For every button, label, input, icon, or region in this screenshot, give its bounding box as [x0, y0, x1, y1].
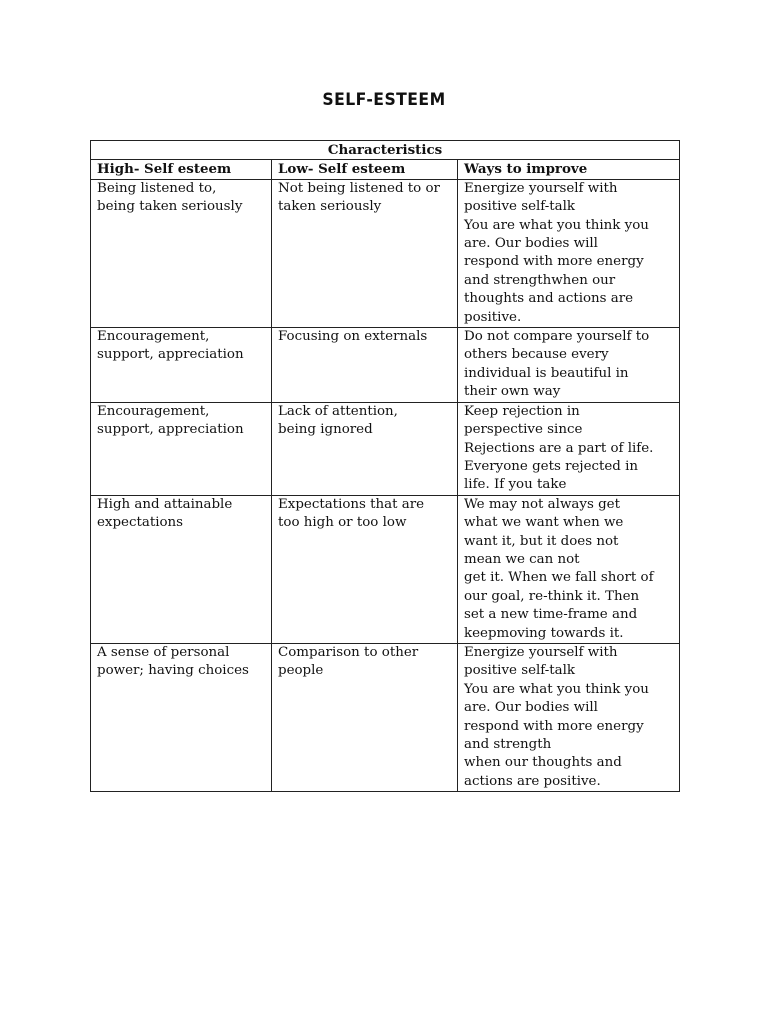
- cell-high-self-esteem: [91, 402, 272, 495]
- cell-text-line: want it, but it does not: [464, 533, 619, 549]
- cell-text-line: You are what you think you: [464, 217, 649, 233]
- cell-text-line: mean we can not: [464, 551, 580, 567]
- cell-text-line: respond with more energy: [464, 718, 644, 734]
- cell-text-line: keepmoving towards it.: [464, 625, 624, 641]
- column-header-improve: Ways to improve: [458, 160, 680, 179]
- table-row: [91, 328, 680, 403]
- cell-text-line: are. Our bodies will: [464, 236, 598, 252]
- cell-text-line: High and attainable: [97, 496, 233, 512]
- cell-ways-to-improve: [458, 179, 680, 327]
- table-row: [91, 402, 680, 495]
- cell-text-line: their own way: [464, 384, 561, 400]
- cell-text-line: Not being listened to or: [278, 180, 440, 196]
- table-row: [91, 643, 680, 791]
- cell-high-self-esteem: [91, 643, 272, 791]
- cell-text-line: Do not compare yourself to: [464, 329, 650, 345]
- cell-high-self-esteem: [91, 495, 272, 643]
- cell-text-line: when our thoughts and: [464, 755, 622, 771]
- cell-text-line: support, appreciation: [97, 422, 244, 438]
- table-row: [91, 495, 680, 643]
- table-body: [91, 179, 680, 791]
- cell-text-line: positive self-talk: [464, 663, 576, 679]
- cell-low-self-esteem: [272, 643, 458, 791]
- cell-text-line: actions are positive.: [464, 773, 601, 789]
- cell-text-line: support, appreciation: [97, 347, 244, 363]
- cell-text-line: Lack of attention,: [278, 403, 398, 419]
- cell-low-self-esteem: [272, 402, 458, 495]
- page-title: SELF-ESTEEM: [322, 90, 446, 110]
- column-header-low: Low- Self esteem: [272, 160, 458, 179]
- table-banner-row: [91, 141, 680, 160]
- characteristics-table: [90, 140, 680, 792]
- cell-text-line: Expectations that are: [278, 496, 425, 512]
- table-banner: Characteristics: [91, 141, 680, 160]
- cell-text-line: and strength: [464, 737, 552, 752]
- cell-text-line: taken seriously: [278, 199, 382, 215]
- cell-ways-to-improve: [458, 643, 680, 791]
- cell-low-self-esteem: [272, 495, 458, 643]
- cell-text-line: positive.: [464, 309, 522, 325]
- cell-text-line: We may not always get: [464, 496, 620, 512]
- cell-text-line: You are what you think you: [464, 681, 649, 697]
- cell-text-line: Rejections are a part of life.: [464, 440, 654, 456]
- cell-text-line: positive self-talk: [464, 199, 576, 215]
- cell-ways-to-improve: [458, 402, 680, 495]
- cell-text-line: what we want when we: [464, 515, 624, 531]
- cell-text-line: individual is beautiful in: [464, 365, 629, 381]
- cell-text-line: get it. When we fall short of: [464, 570, 654, 586]
- cell-text-line: set a new time-frame and: [464, 607, 638, 623]
- cell-text-line: Energize yourself with: [464, 180, 618, 196]
- cell-text-line: A sense of personal: [97, 644, 230, 660]
- cell-text-line: expectations: [97, 515, 184, 531]
- cell-text-line: being taken seriously: [97, 199, 243, 215]
- cell-text-line: people: [278, 663, 324, 679]
- cell-text-line: respond with more energy: [464, 254, 644, 270]
- cell-high-self-esteem: [91, 179, 272, 327]
- cell-text-line: power; having choices: [97, 663, 249, 679]
- cell-text-line: are. Our bodies will: [464, 700, 598, 716]
- cell-text-line: Encouragement,: [97, 329, 210, 345]
- cell-text-line: life. If you take: [464, 477, 567, 493]
- cell-text-line: Focusing on externals: [278, 329, 428, 345]
- cell-text-line: our goal, re-think it. Then: [464, 588, 640, 604]
- cell-ways-to-improve: [458, 495, 680, 643]
- cell-text-line: thoughts and actions are: [464, 291, 634, 307]
- table-header-row: [91, 160, 680, 179]
- cell-text-line: Comparison to other: [278, 644, 419, 660]
- column-header-high: High- Self esteem: [91, 160, 272, 179]
- cell-text-line: Encouragement,: [97, 403, 210, 419]
- cell-high-self-esteem: [91, 328, 272, 403]
- cell-text-line: being ignored: [278, 422, 373, 438]
- cell-ways-to-improve: [458, 328, 680, 403]
- cell-text-line: Being listened to,: [97, 180, 217, 196]
- cell-text-line: Everyone gets rejected in: [464, 458, 639, 474]
- cell-text-line: Keep rejection in: [464, 403, 580, 419]
- cell-low-self-esteem: [272, 328, 458, 403]
- table-row: [91, 179, 680, 327]
- cell-text-line: perspective since: [464, 422, 583, 438]
- cell-text-line: and strengthwhen our: [464, 272, 616, 288]
- cell-text-line: others because every: [464, 347, 609, 363]
- cell-low-self-esteem: [272, 179, 458, 327]
- cell-text-line: Energize yourself with: [464, 644, 618, 660]
- cell-text-line: too high or too low: [278, 515, 407, 531]
